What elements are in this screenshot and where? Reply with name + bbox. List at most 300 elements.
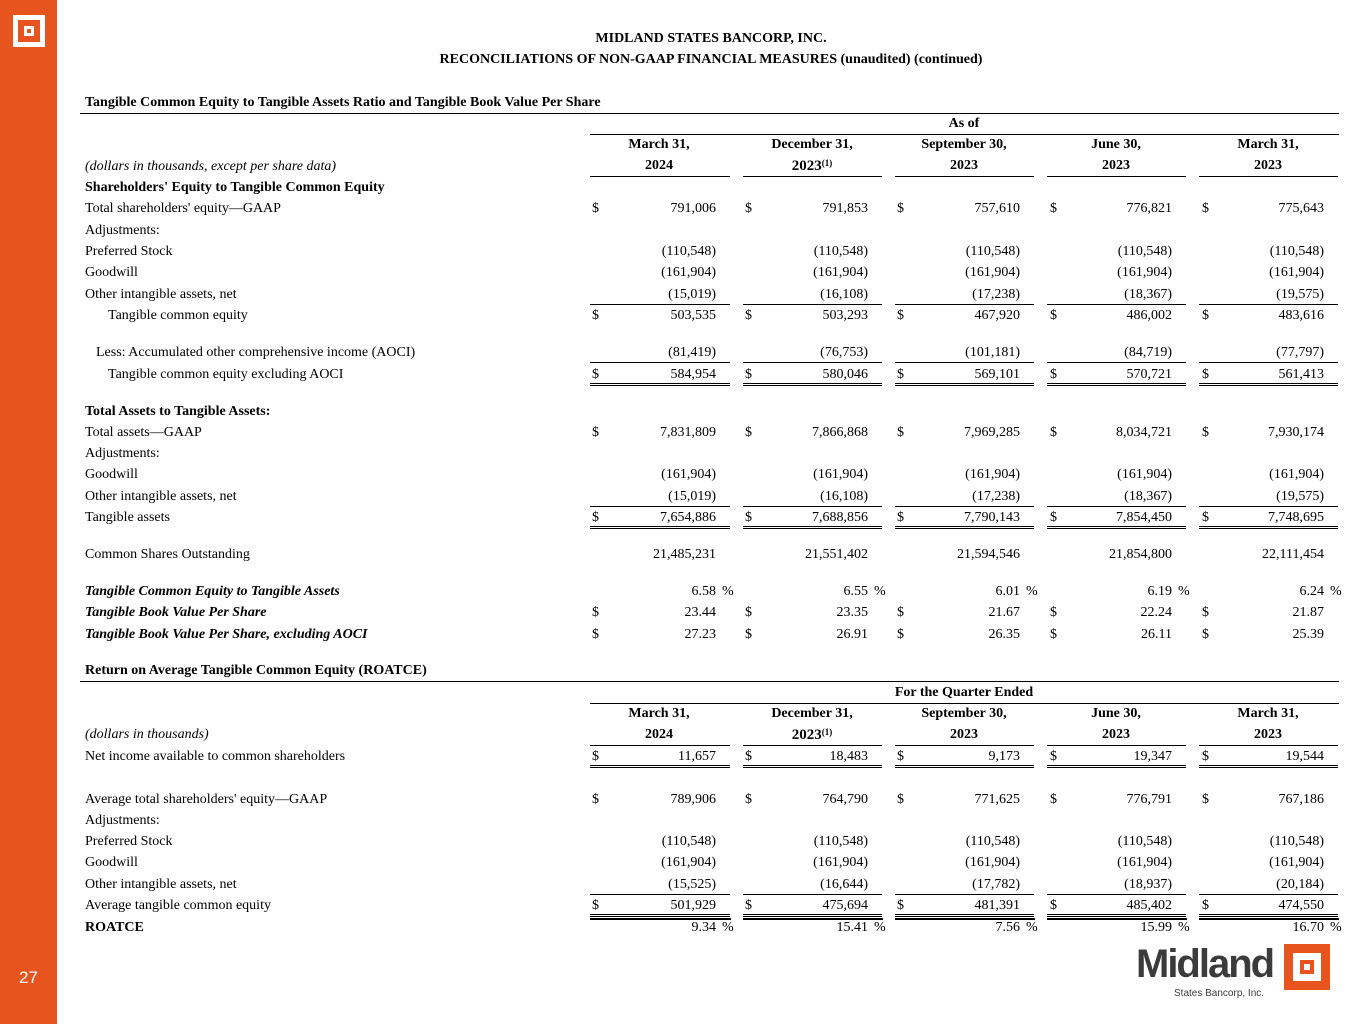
cell-value: 9,173 [988,749,1020,764]
cell-value: 21,594,546 [957,547,1020,562]
percent-sign: % [1178,920,1190,935]
percent-sign: % [722,920,734,935]
dollar-sign: $ [592,627,599,642]
row-label: Tangible Book Value Per Share [85,605,267,620]
cell-value: (110,548) [965,244,1020,259]
footnote-marker: (1) [821,727,833,737]
dollar-sign: $ [1202,308,1209,323]
dollar-sign: $ [897,605,904,620]
percent-value: 6.58 [691,584,716,599]
cell-top-rule [895,918,1035,920]
dollar-sign: $ [745,510,752,525]
cell-underline [1199,304,1338,305]
section2-title-rule [80,681,1339,682]
section1-title-rule [80,113,1339,114]
dollar-sign: $ [1050,605,1057,620]
cell-value: (161,904) [1117,467,1172,482]
cell-value: 776,821 [1126,201,1172,216]
cell-value: 467,920 [974,308,1020,323]
percent-value: 7.56 [995,920,1020,935]
dollar-sign: $ [1050,510,1057,525]
row-label: Preferred Stock [85,244,173,259]
percent-value: 6.01 [995,584,1020,599]
cell-value: (161,904) [813,855,868,870]
cell-double-underline [1047,526,1186,529]
column-year: 2023 [1254,727,1282,742]
brand-tagline: States Bancorp, Inc. [1174,988,1265,999]
cell-value: 561,413 [1278,367,1324,382]
cell-value: 570,721 [1126,367,1172,382]
column-year: 2023 [1254,158,1282,173]
column-year-header [742,727,882,744]
cell-value: (161,904) [813,265,868,280]
cell-underline [1047,362,1186,363]
cell-value: (76,753) [820,345,868,360]
cell-value: (16,108) [820,489,868,504]
footnote-marker: (1) [821,158,833,168]
dollar-sign: $ [1202,367,1209,382]
cell-underline [590,506,730,507]
cell-value: (15,019) [668,287,716,302]
row-label: Tangible Common Equity to Tangible Assets [85,584,340,599]
dollar-sign: $ [897,425,904,440]
cell-double-underline [590,383,730,386]
cell-value: (15,525) [668,877,716,892]
cell-underline [1199,894,1338,895]
row-label: Adjustments: [85,813,160,828]
column-month-header: March 31, [1237,706,1299,721]
column-year-header [1046,727,1186,743]
row-label: Other intangible assets, net [85,287,237,302]
percent-sign: % [1026,584,1038,599]
dollar-sign: $ [1202,605,1209,620]
column-year: 2023 [1102,158,1130,173]
cell-value: (161,904) [965,265,1020,280]
section1-title: Tangible Common Equity to Tangible Assets Ratio and Tangible Book Value Per Share [85,95,601,110]
logo-icon [13,15,45,47]
row-label: Other intangible assets, net [85,877,237,892]
report-subtitle: RECONCILIATIONS OF NON-GAAP FINANCIAL MEASURES (unaudited) (continued) [439,52,983,67]
cell-value: 7,688,856 [812,510,868,525]
column-header-rule [743,176,882,177]
dollar-sign: $ [1202,749,1209,764]
cell-value: 27.23 [684,627,716,642]
cell-double-underline [590,526,730,529]
dollar-sign: $ [1202,792,1209,807]
column-month-header: September 30, [921,137,1007,152]
cell-value: (161,904) [661,265,716,280]
cell-double-underline [895,383,1034,386]
cell-value: (18,937) [1124,877,1172,892]
cell-underline [1047,894,1186,895]
cell-value: (18,367) [1124,489,1172,504]
cell-value: 483,616 [1278,308,1324,323]
cell-value: (84,719) [1124,345,1172,360]
cell-value: 7,930,174 [1268,425,1324,440]
cell-top-rule [1199,918,1339,920]
cell-top-rule [1047,918,1187,920]
cell-double-underline [743,765,882,768]
cell-value: (110,548) [1117,834,1172,849]
row-label: Average tangible common equity [85,898,271,913]
cell-value: (17,782) [972,877,1020,892]
row-label: Goodwill [85,855,138,870]
section2-units-note: (dollars in thousands) [85,727,209,742]
cell-top-rule [590,918,731,920]
section1-group-rule [590,134,1339,135]
column-header-rule [1047,176,1186,177]
dollar-sign: $ [745,792,752,807]
cell-value: (110,548) [1269,834,1324,849]
cell-value: 486,002 [1126,308,1172,323]
column-year-header [742,158,882,175]
row-label: Adjustments: [85,446,160,461]
cell-value: 26.91 [836,627,868,642]
cell-value: (110,548) [661,244,716,259]
dollar-sign: $ [1202,510,1209,525]
cell-double-underline [1047,765,1186,768]
dollar-sign: $ [1202,627,1209,642]
percent-sign: % [1026,920,1038,935]
column-year: 2023 [950,158,978,173]
cell-value: 789,906 [670,792,716,807]
cell-underline [1047,304,1186,305]
row-label: Goodwill [85,467,138,482]
cell-double-underline [895,526,1034,529]
cell-value: 23.35 [836,605,868,620]
row-label: Adjustments: [85,223,160,238]
column-year: 2023 [950,727,978,742]
dollar-sign: $ [745,898,752,913]
dollar-sign: $ [745,749,752,764]
section2-group-rule [590,703,1339,704]
sidebar [0,0,57,1024]
cell-double-underline [1047,914,1186,917]
percent-value: 6.55 [843,584,868,599]
cell-value: (110,548) [813,244,868,259]
cell-value: 474,550 [1278,898,1324,913]
cell-value: 764,790 [822,792,868,807]
row-label: Total shareholders' equity—GAAP [85,201,281,216]
cell-value: (101,181) [965,345,1020,360]
cell-value: 7,969,285 [964,425,1020,440]
cell-value: (18,367) [1124,287,1172,302]
cell-value: 475,694 [822,898,868,913]
cell-value: 757,610 [974,201,1020,216]
percent-value: 6.24 [1299,584,1324,599]
column-year: 2024 [645,158,673,173]
cell-value: 791,853 [822,201,868,216]
dollar-sign: $ [1202,425,1209,440]
cell-value: 21.67 [988,605,1020,620]
cell-value: (16,108) [820,287,868,302]
dollar-sign: $ [897,749,904,764]
row-label: Tangible Book Value Per Share, excluding AOCI [85,627,368,642]
cell-value: (16,644) [820,877,868,892]
cell-value: (110,548) [813,834,868,849]
cell-underline [895,304,1034,305]
cell-underline [743,362,882,363]
cell-value: 584,954 [670,367,716,382]
cell-value: 22,111,454 [1262,547,1324,562]
cell-underline [1047,506,1186,507]
cell-underline [743,894,882,895]
column-header-rule [895,176,1034,177]
cell-value: (110,548) [1117,244,1172,259]
dollar-sign: $ [1050,749,1057,764]
cell-value: (161,904) [1117,855,1172,870]
cell-value: 501,929 [670,898,716,913]
column-year-header [589,727,729,743]
cell-value: (161,904) [1117,265,1172,280]
cell-value: (161,904) [965,855,1020,870]
dollar-sign: $ [745,308,752,323]
column-month-header: March 31, [628,706,690,721]
dollar-sign: $ [897,201,904,216]
cell-double-underline [743,526,882,529]
cell-double-underline [590,765,730,768]
row-label: Preferred Stock [85,834,173,849]
dollar-sign: $ [1050,367,1057,382]
dollar-sign: $ [745,201,752,216]
dollar-sign: $ [745,425,752,440]
cell-value: 7,790,143 [964,510,1020,525]
report-company: MIDLAND STATES BANCORP, INC. [595,31,827,46]
cell-double-underline [1199,383,1338,386]
column-month-header: December 31, [771,137,853,152]
column-month-header: December 31, [771,706,853,721]
column-header-rule [895,745,1034,746]
cell-value: 21.87 [1292,605,1324,620]
cell-value: 7,866,868 [812,425,868,440]
row-label: Goodwill [85,265,138,280]
column-header-rule [743,745,882,746]
cell-double-underline [743,383,882,386]
cell-underline [1199,362,1338,363]
dollar-sign: $ [592,792,599,807]
cell-underline [590,362,730,363]
row-label: Total assets—GAAP [85,425,202,440]
percent-sign: % [722,584,734,599]
column-year-header [589,158,729,174]
percent-sign: % [874,584,886,599]
percent-value: 15.99 [1140,920,1172,935]
dollar-sign: $ [1050,627,1057,642]
dollar-sign: $ [592,201,599,216]
dollar-sign: $ [592,510,599,525]
cell-value: 8,034,721 [1116,425,1172,440]
cell-double-underline [590,914,730,917]
dollar-sign: $ [1050,308,1057,323]
cell-double-underline [1199,914,1338,917]
dollar-sign: $ [897,308,904,323]
column-year-header [894,158,1034,174]
row-label: Other intangible assets, net [85,489,237,504]
dollar-sign: $ [897,367,904,382]
cell-value: (17,238) [972,287,1020,302]
cell-underline [590,304,730,305]
row-label: Average total shareholders' equity—GAAP [85,792,328,807]
cell-value: 580,046 [822,367,868,382]
column-year-header [1198,158,1338,174]
cell-value: 19,544 [1285,749,1324,764]
column-header-rule [1199,745,1338,746]
percent-sign: % [1330,584,1342,599]
dollar-sign: $ [897,792,904,807]
cell-value: (110,548) [965,834,1020,849]
dollar-sign: $ [592,605,599,620]
percent-sign: % [1178,584,1190,599]
cell-value: (161,904) [1269,467,1324,482]
cell-value: (81,419) [668,345,716,360]
cell-double-underline [743,914,882,917]
cell-double-underline [895,914,1034,917]
dollar-sign: $ [592,367,599,382]
section2-group-header: For the Quarter Ended [894,685,1034,700]
column-header-rule [590,176,730,177]
column-year-header [1198,727,1338,743]
column-header-rule [590,745,730,746]
column-header-rule [1047,745,1186,746]
cell-value: 22.24 [1140,605,1172,620]
cell-underline [743,304,882,305]
cell-value: 7,748,695 [1268,510,1324,525]
cell-value: (15,019) [668,489,716,504]
section1-group-header: As of [948,116,980,131]
cell-value: (161,904) [1269,855,1324,870]
column-year-header [1046,158,1186,174]
cell-top-rule [743,918,883,920]
column-month-header: March 31, [628,137,690,152]
row-label: ROATCE [85,920,144,935]
cell-value: 21,854,800 [1109,547,1172,562]
cell-value: 776,791 [1126,792,1172,807]
percent-value: 6.19 [1147,584,1172,599]
section1-units-note: (dollars in thousands, except per share data) [85,159,337,174]
percent-value: 9.34 [691,920,716,935]
cell-double-underline [1047,383,1186,386]
cell-value: (161,904) [965,467,1020,482]
cell-value: 19,347 [1133,749,1172,764]
cell-value: 569,101 [974,367,1020,382]
cell-value: 26.35 [988,627,1020,642]
column-month-header: June 30, [1091,137,1141,152]
cell-value: 7,854,450 [1116,510,1172,525]
cell-value: (161,904) [661,467,716,482]
row-label: Net income available to common shareholders [85,749,346,764]
cell-value: 481,391 [974,898,1020,913]
dollar-sign: $ [1202,898,1209,913]
cell-value: 767,186 [1278,792,1324,807]
cell-value: (161,904) [1269,265,1324,280]
dollar-sign: $ [592,425,599,440]
cell-value: 485,402 [1126,898,1172,913]
percent-value: 16.70 [1292,920,1324,935]
dollar-sign: $ [1202,201,1209,216]
cell-value: 26.11 [1141,627,1172,642]
cell-value: (161,904) [661,855,716,870]
dollar-sign: $ [1050,792,1057,807]
column-year: 2024 [645,727,673,742]
row-label: Tangible common equity excluding AOCI [108,367,344,382]
cell-value: (161,904) [813,467,868,482]
dollar-sign: $ [592,749,599,764]
cell-underline [895,894,1034,895]
cell-value: 21,551,402 [805,547,868,562]
cell-value: 25.39 [1292,627,1324,642]
dollar-sign: $ [592,898,599,913]
dollar-sign: $ [897,627,904,642]
cell-value: 503,293 [822,308,868,323]
row-label: Less: Accumulated other comprehensive income (AOCI) [96,345,416,360]
section2-title: Return on Average Tangible Common Equity (ROATCE) [85,663,427,678]
cell-double-underline [895,765,1034,768]
percent-sign: % [874,920,886,935]
cell-underline [1199,506,1338,507]
column-month-header: June 30, [1091,706,1141,721]
cell-value: (19,575) [1276,287,1324,302]
brand-logo [1136,942,1274,999]
cell-value: (19,575) [1276,489,1324,504]
dollar-sign: $ [1050,898,1057,913]
row-label: Common Shares Outstanding [85,547,250,562]
cell-double-underline [1199,526,1338,529]
cell-value: (110,548) [1269,244,1324,259]
column-month-header: September 30, [921,706,1007,721]
cell-value: 7,654,886 [660,510,716,525]
dollar-sign: $ [1050,425,1057,440]
brand-name: Midland [1136,942,1274,986]
brand-square-icon [1284,944,1330,990]
row-label: Shareholders' Equity to Tangible Common Equity [85,180,385,195]
cell-value: (17,238) [972,489,1020,504]
cell-value: 23.44 [684,605,716,620]
dollar-sign: $ [745,605,752,620]
column-year-header [894,727,1034,743]
cell-double-underline [1199,765,1338,768]
dollar-sign: $ [1050,201,1057,216]
cell-value: 21,485,231 [653,547,716,562]
page-number: 27 [19,968,38,987]
cell-underline [590,894,730,895]
cell-value: (77,797) [1276,345,1324,360]
cell-value: 11,657 [678,749,716,764]
dollar-sign: $ [592,308,599,323]
cell-value: 503,535 [670,308,716,323]
percent-sign: % [1330,920,1342,935]
column-month-header: March 31, [1237,137,1299,152]
cell-value: 771,625 [974,792,1020,807]
row-label: Tangible common equity [108,308,248,323]
cell-value: 775,643 [1278,201,1324,216]
cell-underline [895,362,1034,363]
column-header-rule [1199,176,1338,177]
row-label: Total Assets to Tangible Assets: [85,404,271,419]
cell-value: (110,548) [661,834,716,849]
dollar-sign: $ [897,898,904,913]
dollar-sign: $ [897,510,904,525]
column-year: 2023 [791,158,822,174]
percent-value: 15.41 [836,920,868,935]
cell-underline [743,506,882,507]
dollar-sign: $ [745,627,752,642]
column-year: 2023 [791,727,822,743]
cell-value: 791,006 [670,201,716,216]
cell-value: (20,184) [1276,877,1324,892]
cell-underline [895,506,1034,507]
row-label: Tangible assets [85,510,170,525]
dollar-sign: $ [745,367,752,382]
